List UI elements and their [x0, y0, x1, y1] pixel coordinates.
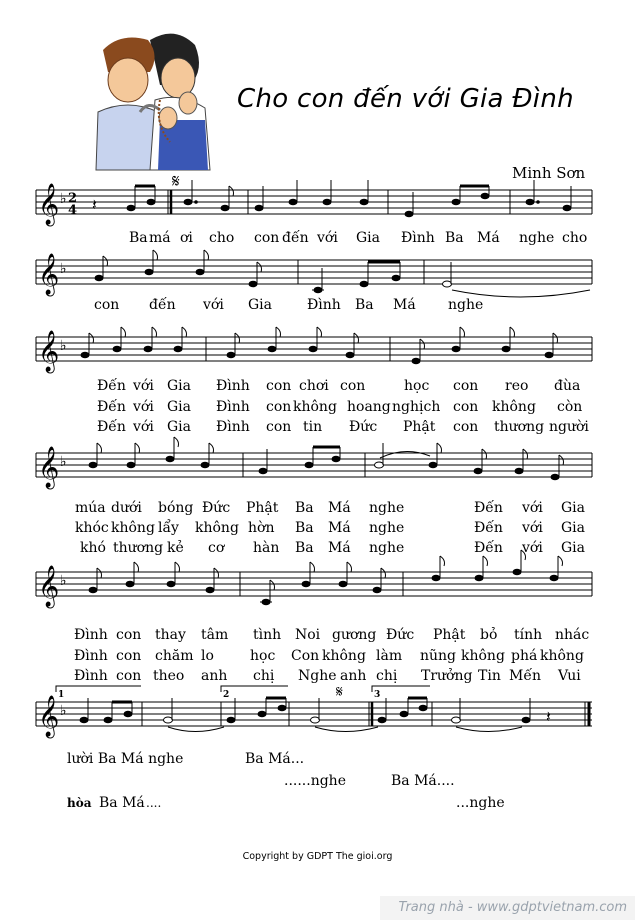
lyric-word: Trưởng	[421, 668, 473, 684]
staff-4	[36, 453, 592, 477]
svg-text:𝄽: 𝄽	[546, 707, 551, 726]
lyric-word: khó	[80, 540, 106, 556]
lyric-word: gương	[332, 627, 377, 643]
lyric-word: khóc	[75, 520, 109, 536]
lyric-word: Con	[291, 648, 320, 664]
lyric-word: con	[266, 399, 292, 415]
lyric-word: nghịch	[392, 399, 441, 415]
lyric-word: Đình	[74, 648, 108, 664]
svg-text:𝄞: 𝄞	[38, 566, 60, 607]
lyric-word: đến	[282, 230, 309, 246]
lyric-word: tình	[253, 627, 282, 643]
lyric-word: với	[522, 540, 543, 556]
lyric-word: Nghe	[298, 668, 337, 684]
ending-2-lyric-b: Ba Má....	[391, 773, 455, 789]
lyric-word: người	[549, 419, 589, 435]
lyric-word: lẩy	[158, 520, 179, 536]
lyric-word: với	[133, 399, 154, 415]
lyric-word: con	[340, 378, 366, 394]
lyric-word: hàn	[253, 540, 280, 556]
lyric-word: nhác	[555, 627, 590, 643]
lyric-word: chị	[253, 668, 275, 684]
lyric-word: kẻ	[167, 540, 184, 556]
lyric-word: với	[203, 297, 224, 313]
lyric-word: Má	[328, 500, 351, 516]
lyric-word: hờn	[248, 520, 275, 536]
lyric-word: với	[522, 520, 543, 536]
lyric-word: Gia	[561, 540, 586, 556]
lyric-word: con	[266, 378, 292, 394]
lyric-word: hoang	[347, 399, 391, 415]
song-title: Cho con đến với Gia Đình	[237, 84, 574, 114]
staff-5-notes	[38, 550, 563, 608]
svg-text:♭: ♭	[60, 261, 67, 277]
volta-2-label: 2	[223, 690, 230, 700]
lyric-word: Đình	[216, 419, 250, 435]
lyric-word: Ba	[129, 230, 148, 246]
ending-1-lyric-a: lười Ba Má nghe	[67, 751, 184, 767]
lyric-word: Vui	[558, 668, 581, 684]
lyric-word: Đình	[216, 378, 250, 394]
lyric-word: anh	[340, 668, 367, 684]
lyric-word: bỏ	[480, 627, 498, 643]
lyric-word: nghe	[369, 540, 405, 556]
lyric-word: phá	[511, 648, 538, 664]
lyric-word: Má	[393, 297, 416, 313]
lyric-word: Đình	[307, 297, 341, 313]
lyric-word: không	[492, 399, 536, 415]
lyric-word: con	[453, 378, 479, 394]
staff-1-notes	[38, 171, 571, 226]
svg-text:♭: ♭	[60, 573, 67, 589]
lyric-word: nũng	[420, 648, 457, 664]
lyric-word: không	[195, 520, 239, 536]
lyric-word: con	[266, 419, 292, 435]
lyric-word: má	[149, 230, 171, 246]
site-watermark: Trang nhà - www.gdptvietnam.com	[398, 900, 627, 915]
lyric-word: Gia	[167, 399, 192, 415]
lyric-word: nghe	[448, 297, 484, 313]
staff-4-notes	[38, 437, 564, 489]
svg-text:𝄞: 𝄞	[38, 447, 60, 488]
flat-icon: ♭	[60, 191, 67, 207]
lyric-word: con	[453, 399, 479, 415]
lyric-word: Đình	[74, 627, 108, 643]
lyric-word: học	[404, 378, 430, 394]
lyric-word: nghe	[519, 230, 555, 246]
lyric-word: con	[94, 297, 120, 313]
time-sig-top: 2	[68, 191, 78, 206]
lyric-word: Gia	[356, 230, 381, 246]
lyric-word: tin	[303, 419, 323, 435]
ending-1-lyric-b: Ba Má...	[245, 751, 305, 767]
lyric-word: với	[133, 419, 154, 435]
svg-text:♭: ♭	[60, 703, 67, 719]
lyric-word: Phật	[403, 419, 436, 435]
ending-3-lyric-b: ...nghe	[456, 795, 505, 811]
lyric-word: nghe	[369, 500, 405, 516]
lyric-word: với	[522, 500, 543, 516]
lyric-word: Gia	[561, 520, 586, 536]
lyric-word: Gia	[167, 378, 192, 394]
staff-2-notes	[38, 250, 590, 297]
lyric-word: Đến	[474, 520, 503, 536]
lyric-word: đến	[149, 297, 176, 313]
lyric-word: Má	[477, 230, 500, 246]
lyric-word: con	[453, 419, 479, 435]
lyric-word: con	[254, 230, 280, 246]
ending-3-lyric-a: Ba Má	[99, 795, 145, 811]
lyric-word: bóng	[158, 500, 194, 516]
lyric-word: Noi	[295, 627, 321, 643]
lyric-word: nghe	[369, 520, 405, 536]
lyric-word: còn	[557, 399, 583, 415]
lyric-word: với	[317, 230, 338, 246]
lyric-word: con	[116, 668, 142, 684]
lyric-word: anh	[201, 668, 228, 684]
lyric-word: Đến	[474, 540, 503, 556]
lyric-word: tính	[514, 627, 543, 643]
lyric-word: không	[461, 648, 505, 664]
lyric-word: Má	[328, 540, 351, 556]
lyric-word: không	[111, 520, 155, 536]
lyric-word: thương	[494, 419, 545, 435]
lyric-word: Đến	[97, 419, 126, 435]
lyric-word: Ba	[295, 540, 314, 556]
lyric-word: chăm	[155, 648, 194, 664]
lyric-word: Ba	[295, 520, 314, 536]
lyric-word: Đình	[74, 668, 108, 684]
lyric-word: không	[293, 399, 337, 415]
lyric-word: Ba	[295, 500, 314, 516]
lyric-word: Má	[328, 520, 351, 536]
lyric-word: reo	[505, 378, 529, 394]
lyric-word: múa	[75, 500, 106, 516]
copyright-notice: Copyright by GDPT The gioi.org	[242, 851, 393, 862]
lyric-word: Gia	[561, 500, 586, 516]
lyric-word: Đến	[97, 378, 126, 394]
ending-2-lyric-a: ......nghe	[284, 773, 346, 789]
segno-icon: 𝄋	[172, 171, 180, 192]
lyric-word: Tin	[478, 668, 501, 684]
lyric-word: Đức	[202, 500, 231, 516]
svg-text:𝄞: 𝄞	[38, 254, 60, 295]
lyric-word: dưới	[111, 500, 142, 516]
svg-text:♭: ♭	[60, 454, 67, 470]
lyric-word: cho	[562, 230, 588, 246]
lyric-word: Đức	[349, 419, 378, 435]
lyric-word: ơi	[180, 230, 193, 246]
lyric-word: thương	[113, 540, 164, 556]
lyric-word: Gia	[248, 297, 273, 313]
lyric-word: Gia	[167, 419, 192, 435]
time-sig-bottom: 4	[68, 203, 78, 218]
lyric-word: chị	[376, 668, 398, 684]
lyric-word: theo	[153, 668, 185, 684]
lyric-word: Đức	[386, 627, 415, 643]
ending-3-prefix: hòa	[67, 796, 92, 810]
lyric-word: Đến	[97, 399, 126, 415]
ending-3-dots: ....	[146, 796, 162, 810]
volta-1-label: 1	[58, 690, 65, 700]
lyric-word: Ba	[355, 297, 374, 313]
staff-3-notes	[38, 327, 558, 373]
svg-text:𝄞: 𝄞	[38, 331, 60, 372]
rest-icon: 𝄽	[92, 195, 97, 214]
lyric-word: Đình	[216, 399, 250, 415]
lyric-word: chơi	[299, 378, 329, 394]
lyric-word: Phật	[433, 627, 466, 643]
lyric-word: cơ	[208, 540, 225, 556]
lyric-word: cho	[209, 230, 235, 246]
lyric-word: làm	[376, 648, 403, 664]
svg-text:𝄞: 𝄞	[38, 696, 60, 737]
lyric-word: Mến	[509, 668, 541, 684]
lyric-word: lo	[201, 648, 214, 664]
lyric-word: Đến	[474, 500, 503, 516]
lyric-word: không	[540, 648, 584, 664]
lyric-word: không	[322, 648, 366, 664]
staff-1	[36, 190, 592, 214]
lyric-word: Ba	[445, 230, 464, 246]
lyric-word: con	[116, 627, 142, 643]
lyric-word: Phật	[246, 500, 279, 516]
volta-3-label: 3	[374, 690, 381, 700]
lyric-word: học	[250, 648, 276, 664]
composer-name: Minh Sơn	[512, 164, 586, 182]
lyric-word: Đình	[401, 230, 435, 246]
lyric-word: tâm	[201, 627, 229, 643]
staff-6-notes	[38, 682, 551, 738]
lyric-word: đùa	[554, 378, 581, 394]
lyric-word: với	[133, 378, 154, 394]
staff-2	[36, 260, 592, 284]
lyric-word: con	[116, 648, 142, 664]
staff-5	[36, 572, 592, 596]
praying-children-illustration	[96, 34, 210, 170]
treble-clef-icon: 𝄞	[38, 184, 60, 225]
svg-text:♭: ♭	[60, 338, 67, 354]
lyric-word: thay	[155, 627, 186, 643]
segno-2-icon: 𝄋	[336, 682, 343, 701]
